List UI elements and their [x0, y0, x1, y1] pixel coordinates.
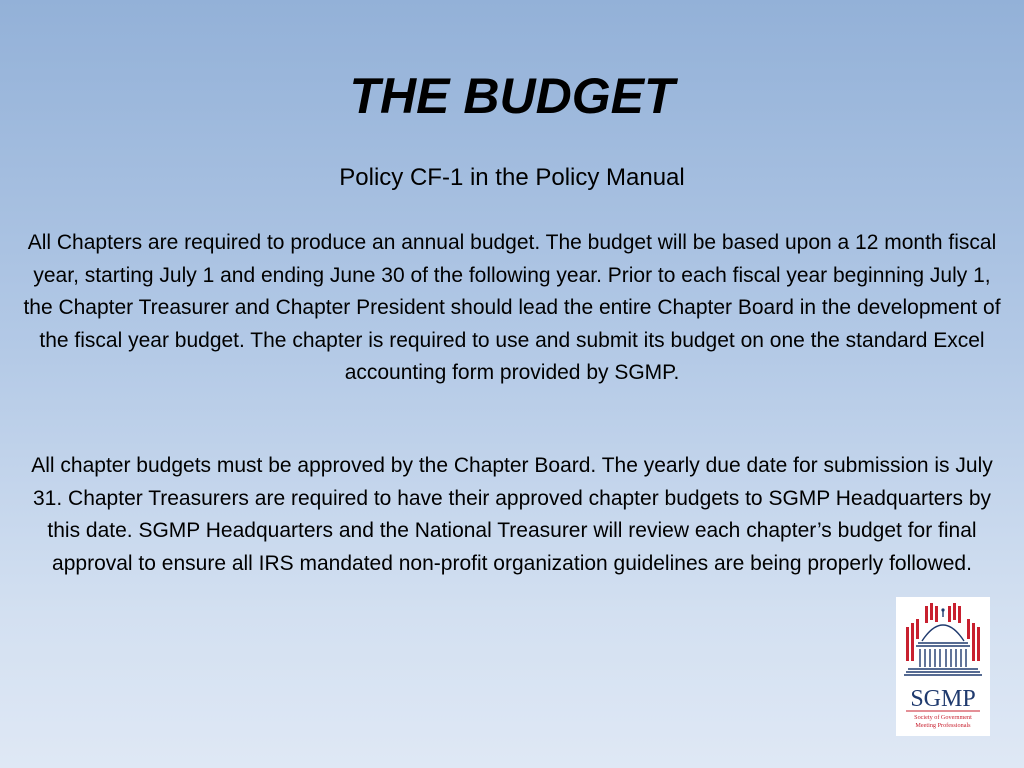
logo-stripe [948, 606, 951, 622]
logo-stripe [972, 623, 975, 661]
logo-stripe [906, 627, 909, 661]
logo-stripe [916, 619, 919, 639]
sgmp-logo [896, 597, 990, 736]
logo-stripe [977, 627, 980, 661]
logo-stripe [911, 623, 914, 661]
logo-line-1: Society of Government [914, 714, 972, 721]
logo-acronym: SGMP [910, 686, 976, 712]
logo-stripe [958, 606, 961, 623]
logo-line-2: Meeting Professionals [915, 722, 971, 729]
slide-title: THE BUDGET [349, 68, 675, 124]
slide-subtitle: Policy CF-1 in the Policy Manual [339, 164, 685, 191]
logo-stripe [967, 619, 970, 639]
logo-stripe [935, 606, 938, 622]
body-paragraph-2: All chapter budgets must be approved by the Chapter Board. The yearly due date for submission is July 31. Chapter Treasurers are required to have their approved chapter budgets to SGMP Headquarters by this date. SGMP Headquarters and the National Treasurer will review each chapter’s budget for final approval to ensure all IRS mandated non-profit organization guidelines are being properly followed. [31, 454, 993, 575]
logo-stripe [953, 603, 956, 620]
logo-stripe [925, 606, 928, 623]
logo-stripe [930, 603, 933, 620]
capitol-dome-logo-icon [896, 597, 990, 736]
body-paragraph-1: All Chapters are required to produce an annual budget. The budget will be based upon a 12 month fiscal year, starting July 1 and ending June 30 of the following year. Prior to each fiscal year beginning July 1, the Chapter Treasurer and Chapter President should lead the entire Chapter Board in the development of the fiscal year budget. The chapter is required to use and submit its budget on one the standard Excel accounting form provided by SGMP. [23, 231, 1001, 384]
